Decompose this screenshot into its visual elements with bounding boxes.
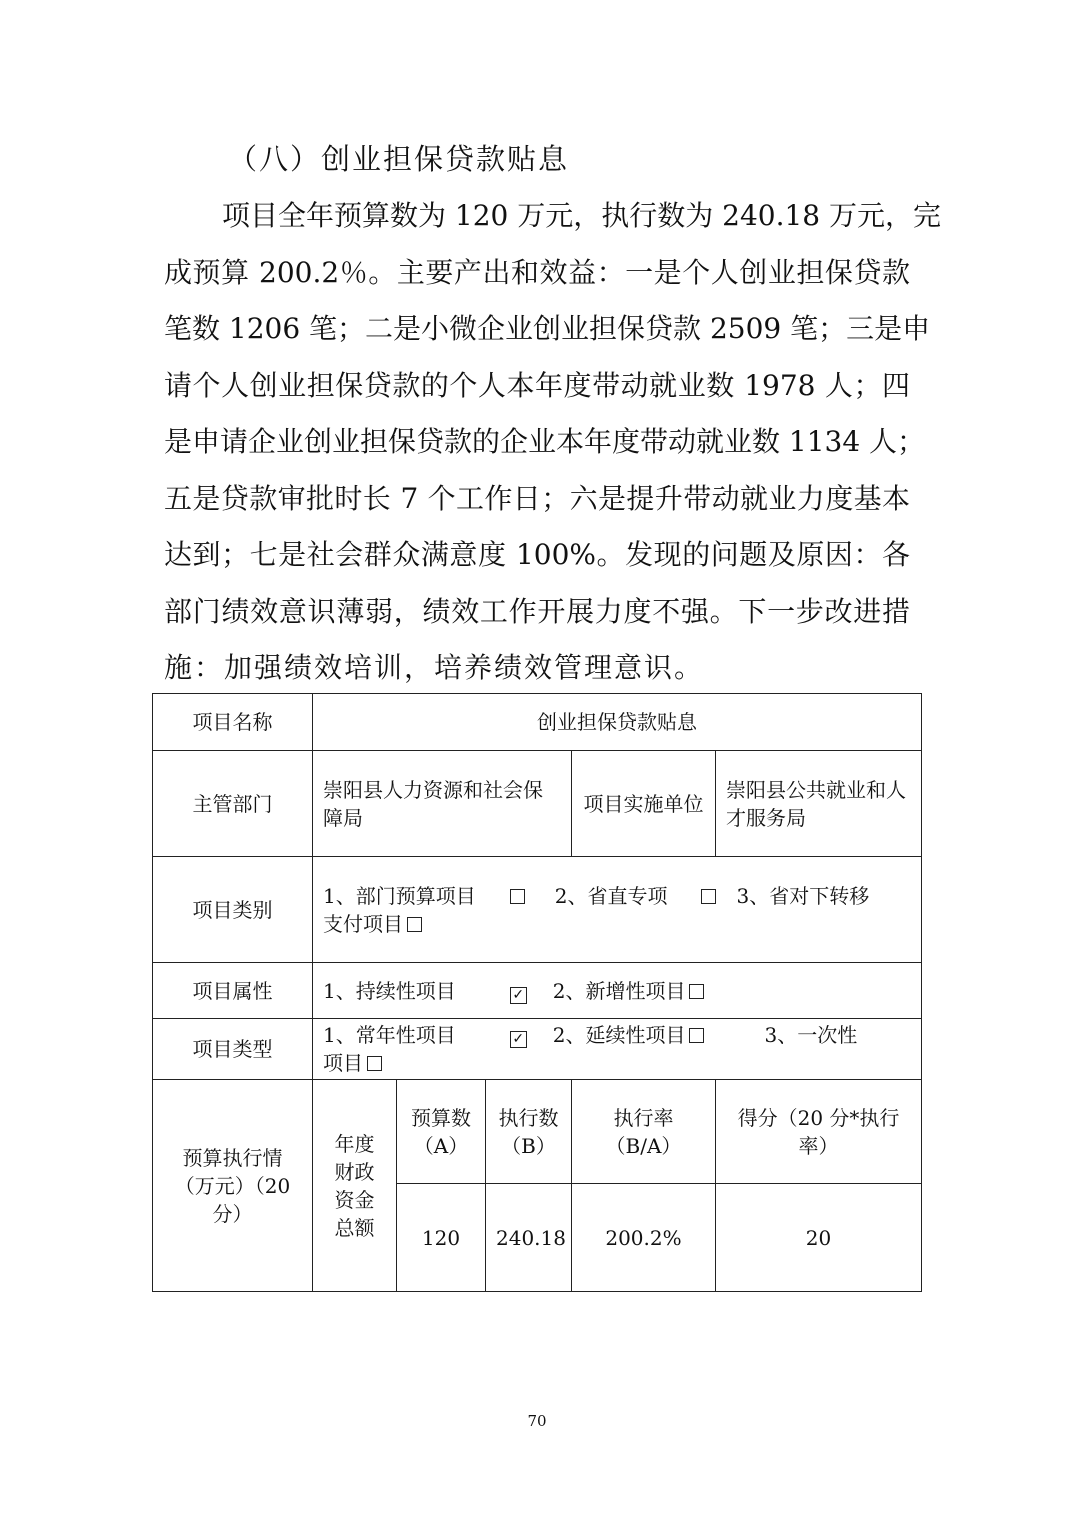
dept-value: 崇阳县人力资源和社会保障局 [313, 751, 572, 857]
impl-value: 崇阳县公共就业和人才服务局 [716, 751, 922, 857]
table-row [153, 1080, 922, 1184]
type-options [313, 1019, 922, 1080]
impl-label: 项目实施单位 [572, 751, 716, 857]
dept-label: 主管部门 [153, 751, 313, 857]
category-option-transfer: 3、省对下转移 [736, 883, 870, 908]
checkbox-icon [689, 1028, 704, 1043]
paragraph-line: 施：加强绩效培训，培养绩效管理意识。 [164, 651, 705, 684]
value-exec: 240.18 [486, 1184, 572, 1292]
attr-options [313, 963, 922, 1019]
type-option-one-time: 3、一次性 [764, 1023, 858, 1047]
annual-fund-label: 年度财政资金总额 [313, 1080, 397, 1292]
table-row [153, 694, 922, 751]
project-name-label: 项目名称 [153, 694, 313, 751]
paragraph-line: 部门绩效意识薄弱，绩效工作开展力度不强。下一步改进措 [164, 594, 910, 628]
checkbox-icon [701, 889, 716, 904]
budget-exec-label: 预算执行情（万元）（20分） [153, 1080, 313, 1292]
col-budget-header: 预算数（A） [397, 1080, 486, 1184]
table-row [153, 751, 922, 857]
type-label: 项目类型 [153, 1019, 313, 1080]
attr-label: 项目属性 [153, 963, 313, 1019]
type-option-one-time-cont: 项目 [323, 1051, 363, 1075]
category-option-provincial: 2、省直专项 [554, 883, 668, 908]
checkbox-icon [510, 889, 525, 904]
category-options [313, 857, 922, 963]
table-row [153, 857, 922, 963]
table-row [153, 963, 922, 1019]
col-score-header: 得分（20 分*执行率） [716, 1080, 922, 1184]
type-option-annual: 1、常年性项目 [323, 1023, 456, 1047]
attr-option-new: 2、新增性项目 [552, 978, 686, 1003]
value-score: 20 [716, 1184, 922, 1292]
paragraph-line: 达到；七是社会群众满意度 100%。发现的问题及原因：各 [164, 538, 910, 571]
category-option-dept-budget: 1、部门预算项目 [323, 883, 476, 908]
project-info-table [152, 693, 922, 1292]
col-exec-header: 执行数（B） [486, 1080, 572, 1184]
paragraph-line: 五是贷款审批时长 7 个工作日；六是提升带动就业力度基本 [164, 481, 910, 515]
type-option-extended: 2、延续性项目 [552, 1023, 686, 1047]
checkbox-icon [367, 1056, 382, 1071]
paragraph-line: 项目全年预算数为 120 万元，执行数为 240.18 万元，完 [222, 199, 942, 232]
paragraph-line: 是申请企业创业担保贷款的企业本年度带动就业数 1134 人； [164, 425, 926, 458]
paragraph-line: 请个人创业担保贷款的个人本年度带动就业数 1978 人；四 [164, 368, 910, 402]
paragraph-line: 成预算 200.2％。主要产出和效益：一是个人创业担保贷款 [164, 255, 910, 289]
value-rate: 200.2% [572, 1184, 716, 1292]
checkbox-icon [407, 917, 422, 932]
value-budget: 120 [397, 1184, 486, 1292]
paragraph-line: 笔数 1206 笔；二是小微企业创业担保贷款 2509 笔；三是申 [164, 312, 931, 345]
checked-box-icon: ✓ [510, 987, 527, 1004]
project-name-value: 创业担保贷款贴息 [313, 694, 922, 751]
page-number: 70 [527, 1412, 547, 1430]
attr-option-continuing: 1、持续性项目 [323, 978, 456, 1003]
category-label: 项目类别 [153, 857, 313, 963]
body-paragraph [164, 196, 942, 705]
col-rate-header: 执行率（B/A） [572, 1080, 716, 1184]
category-option-transfer-cont: 支付项目 [323, 911, 403, 936]
section-heading: （八）创业担保贷款贴息 [228, 142, 570, 176]
checkbox-icon [689, 984, 704, 999]
checked-box-icon: ✓ [510, 1031, 527, 1048]
table-row [153, 1019, 922, 1080]
